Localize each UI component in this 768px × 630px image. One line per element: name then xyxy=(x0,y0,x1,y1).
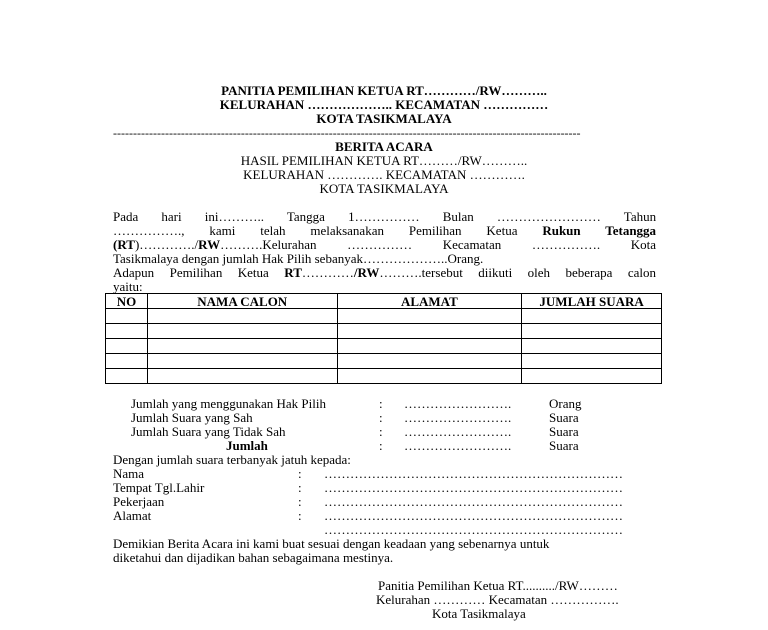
summary-unit: Suara xyxy=(549,410,579,425)
summary-label-suara-sah: Jumlah Suara yang Sah xyxy=(131,410,253,425)
column-header-no: NO xyxy=(106,294,148,309)
table-cell xyxy=(522,309,662,324)
summary-colon: : xyxy=(379,410,383,425)
document-subtitle: HASIL PEMILIHAN KETUA RT………/RW……….. xyxy=(240,153,528,168)
winner-label-pekerjaan: Pekerjaan xyxy=(113,494,165,509)
header-committee-title: PANITIA PEMILIHAN KETUA RT…………/RW……….. xyxy=(221,83,547,98)
table-cell xyxy=(106,339,148,354)
summary-colon: : xyxy=(379,438,383,453)
winner-colon: : xyxy=(298,494,302,509)
table-cell xyxy=(522,324,662,339)
header-kelurahan-line: KELURAHAN ……………….. KECAMATAN …………… xyxy=(219,97,549,112)
paragraph-opening xyxy=(113,210,656,266)
paragraph-line-3: (RT)…………./RW……….Kelurahan …………… Kecamatan ……………. Kota xyxy=(113,237,657,252)
table-row xyxy=(106,354,662,369)
document-subtitle-kelurahan: KELURAHAN …………. KECAMATAN …………. xyxy=(243,167,525,182)
winner-label-alamat: Alamat xyxy=(113,508,152,523)
winner-dots: …………………………………………………………… xyxy=(324,495,623,509)
table-cell xyxy=(337,324,522,339)
table-cell xyxy=(337,339,522,354)
paragraph-line-1: Pada hari ini……….. Tangga 1…………… Bulan …………………… Tahun xyxy=(113,209,657,224)
column-header-alamat: ALAMAT xyxy=(337,294,522,309)
table-cell xyxy=(147,324,337,339)
signature-committee: Panitia Pemilihan Ketua RT........../RW……… xyxy=(378,578,618,593)
summary-dots: ……………………. xyxy=(404,425,512,439)
winner-label-ttl: Tempat Tgl.Lahir xyxy=(113,480,205,495)
winner-dots: …………………………………………………………… xyxy=(324,481,623,495)
closing-line-1: Demikian Berita Acara ini kami buat sesuai dengan keadaan yang sebenarnya untuk xyxy=(113,536,550,551)
column-header-nama-calon: NAMA CALON xyxy=(147,294,337,309)
winner-colon: : xyxy=(298,508,302,523)
signature-kelurahan: Kelurahan ………… Kecamatan ……………. xyxy=(376,592,619,607)
table-cell xyxy=(106,354,148,369)
winner-dots: …………………………………………………………… xyxy=(324,467,623,481)
winner-colon: : xyxy=(298,480,302,495)
winner-intro: Dengan jumlah suara terbanyak jatuh kepada: xyxy=(113,452,351,467)
document-title: BERITA ACARA xyxy=(335,139,433,154)
column-header-jumlah-suara: JUMLAH SUARA xyxy=(522,294,662,309)
table-row xyxy=(106,339,662,354)
summary-label-jumlah: Jumlah xyxy=(226,438,268,453)
table-header-row xyxy=(106,294,662,309)
paragraph-line-2: ……………., kami telah melaksanakan Pemilihan Ketua Rukun Tetangga xyxy=(113,223,657,238)
header-separator: --------------------------------------------------------------------------------------------------------------------- xyxy=(113,126,581,140)
table-row xyxy=(106,369,662,384)
paragraph-line-4: Tasikmalaya dengan jumlah Hak Pilih sebanyak………………..Orang. xyxy=(113,251,484,266)
table-cell xyxy=(337,354,522,369)
paragraph-candidates-intro xyxy=(113,266,656,294)
paragraph-candidates-line-2: yaitu: xyxy=(113,279,143,294)
signature-city: Kota Tasikmalaya xyxy=(432,606,526,621)
summary-unit: Suara xyxy=(549,424,579,439)
summary-label-hak-pilih: Jumlah yang menggunakan Hak Pilih xyxy=(131,396,326,411)
table-cell xyxy=(106,309,148,324)
table-cell xyxy=(147,339,337,354)
summary-unit: Suara xyxy=(549,438,579,453)
table-cell xyxy=(147,309,337,324)
summary-dots: ……………………. xyxy=(404,397,512,411)
winner-colon: : xyxy=(298,466,302,481)
winner-label-nama: Nama xyxy=(113,466,145,481)
winner-extra-dots: …………………………………………………………… xyxy=(324,523,623,537)
candidate-table xyxy=(105,293,662,384)
summary-label-suara-tidak-sah: Jumlah Suara yang Tidak Sah xyxy=(131,424,286,439)
table-cell xyxy=(522,369,662,384)
table-cell xyxy=(147,354,337,369)
summary-colon: : xyxy=(379,396,383,411)
summary-colon: : xyxy=(379,424,383,439)
summary-dots: ……………………. xyxy=(404,411,512,425)
table-cell xyxy=(147,369,337,384)
document-subtitle-city: KOTA TASIKMALAYA xyxy=(319,181,449,196)
table-cell xyxy=(106,324,148,339)
closing-line-2: diketahui dan dijadikan bahan sebagaimana mestinya. xyxy=(113,550,394,565)
table-cell xyxy=(337,369,522,384)
table-cell xyxy=(522,339,662,354)
table-row xyxy=(106,324,662,339)
paragraph-candidates-line-1: Adapun Pemilihan Ketua RT…………/RW……….tersebut diikuti oleh beberapa calon xyxy=(113,265,656,280)
header-city: KOTA TASIKMALAYA xyxy=(316,111,452,126)
table-row xyxy=(106,309,662,324)
table-cell xyxy=(337,309,522,324)
winner-dots: …………………………………………………………… xyxy=(324,509,623,523)
summary-unit: Orang xyxy=(549,396,582,411)
summary-dots: ……………………. xyxy=(404,439,512,453)
table-cell xyxy=(522,354,662,369)
table-cell xyxy=(106,369,148,384)
